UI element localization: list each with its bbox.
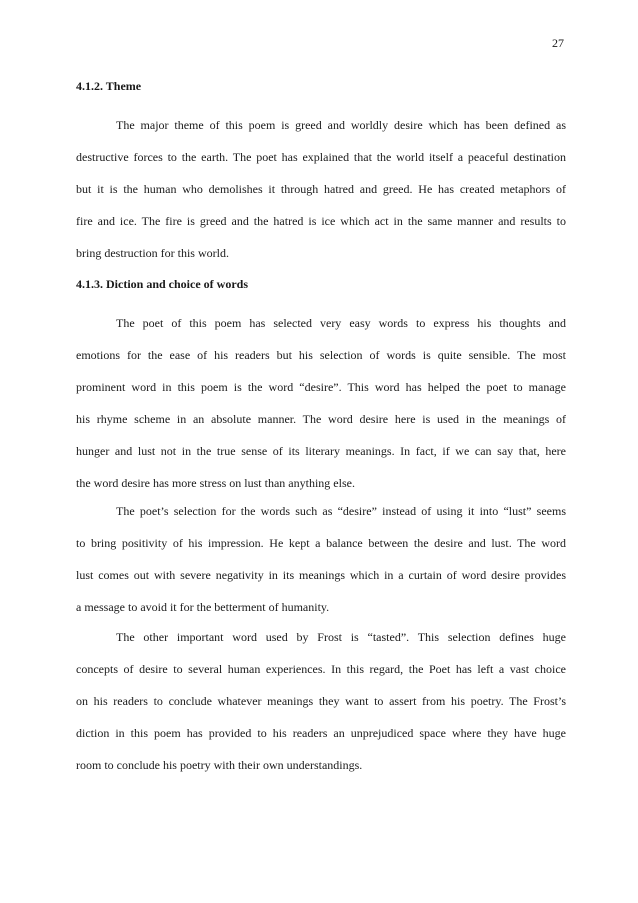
paragraph-line: lust comes out with severe negativity in its meanings which in a curtain of word desire provides xyxy=(76,568,566,582)
paragraph-line: the word desire has more stress on lust than anything else. xyxy=(76,476,355,490)
section-heading-diction: 4.1.3. Diction and choice of words xyxy=(76,277,248,291)
paragraph-line: fire and ice. The fire is greed and the hatred is ice which act in the same manner and results to xyxy=(76,214,566,228)
paragraph-line: prominent word in this poem is the word “desire”. This word has helped the poet to manage xyxy=(76,380,566,394)
paragraph-diction-1 xyxy=(76,307,566,499)
paragraph-line: room to conclude his poetry with their own understandings. xyxy=(76,758,363,772)
paragraph-theme xyxy=(76,109,566,269)
paragraph-line: bring destruction for this world. xyxy=(76,246,229,260)
paragraph-line: a message to avoid it for the betterment of humanity. xyxy=(76,600,330,614)
paragraph-diction-3 xyxy=(76,621,566,781)
paragraph-line: emotions for the ease of his readers but his selection of words is quite sensible. The most xyxy=(76,348,566,362)
paragraph-line: The major theme of this poem is greed and worldly desire which has been defined as xyxy=(116,118,566,132)
paragraph-line: The poet of this poem has selected very easy words to express his thoughts and xyxy=(116,316,566,330)
paragraph-diction-2 xyxy=(76,495,566,623)
paragraph-line: but it is the human who demolishes it through hatred and greed. He has created metaphors of xyxy=(76,182,566,196)
paragraph-line: The other important word used by Frost is “tasted”. This selection defines huge xyxy=(116,630,566,644)
paragraph-line: hunger and lust not in the true sense of its literary meanings. In fact, if we can say that, here xyxy=(76,444,566,458)
paragraph-line: The poet’s selection for the words such as “desire” instead of using it into “lust” seems xyxy=(116,504,566,518)
paragraph-line: on his readers to conclude whatever meanings they want to assert from his poetry. The Frost’s xyxy=(76,694,566,708)
paragraph-line: diction in this poem has provided to his readers an unprejudiced space where they have huge xyxy=(76,726,566,740)
paragraph-line: to bring positivity of his impression. He kept a balance between the desire and lust. The word xyxy=(76,536,566,550)
paragraph-line: destructive forces to the earth. The poet has explained that the world itself a peaceful destination xyxy=(76,150,566,164)
section-heading-theme: 4.1.2. Theme xyxy=(76,79,142,93)
page-number: 27 xyxy=(552,36,564,50)
paragraph-line: concepts of desire to several human experiences. In this regard, the Poet has left a vast choice xyxy=(76,662,566,676)
paragraph-line: his rhyme scheme in an absolute manner. The word desire here is used in the meanings of xyxy=(76,412,566,426)
